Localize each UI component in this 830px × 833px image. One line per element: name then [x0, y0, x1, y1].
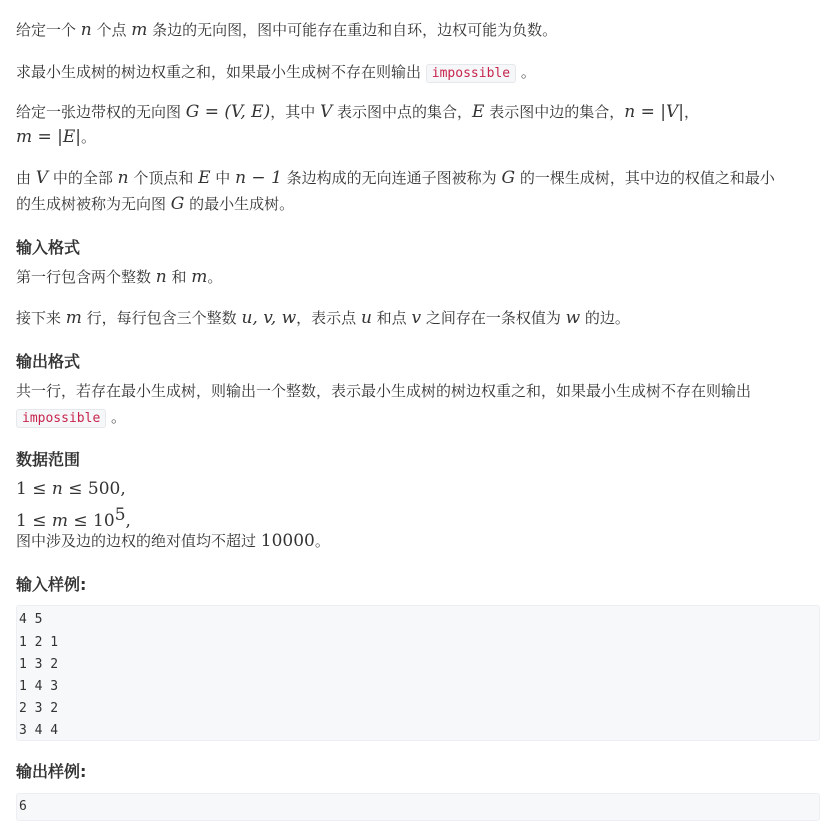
text: 。	[516, 63, 536, 81]
text: 的一棵生成树，其中边的权值之和最小	[515, 169, 775, 187]
text: 中	[210, 169, 236, 187]
text: 中的全部	[48, 169, 118, 187]
math-w: w	[565, 308, 581, 328]
input-format-line-2	[16, 304, 820, 332]
text: 图中涉及边的边权的绝对值均不超过	[16, 532, 261, 550]
description-paragraph-1	[16, 16, 820, 44]
math-v: v	[411, 308, 422, 328]
text: 之间存在一条权值为	[421, 309, 566, 327]
text: ，表示点	[296, 309, 361, 327]
sample-output-heading: 输出样例:	[16, 762, 87, 781]
description-paragraph-4-line-1	[16, 164, 820, 192]
math: ,	[120, 479, 126, 499]
text: 接下来	[16, 309, 66, 327]
math-u: u	[360, 308, 372, 328]
text: 行，每行包含三个整数	[81, 309, 242, 327]
math-n: n	[155, 267, 167, 287]
text: 条边构成的无向连通子图被称为	[281, 169, 502, 187]
text: 和	[166, 268, 192, 286]
sample-input-heading: 输入样例:	[16, 575, 87, 594]
text: 表示图中边的集合，	[484, 103, 625, 121]
math-n: n	[51, 479, 63, 499]
math-uvw: u, v, w	[241, 308, 297, 328]
math-m: m	[65, 308, 82, 328]
text: 条边的无向图，图中可能存在重边和自环，边权可能为负数。	[147, 21, 558, 39]
text: ，其中	[270, 103, 320, 121]
sample-input-line: 1 3 2	[19, 657, 59, 672]
math-graph: G = (V, E)	[185, 102, 271, 122]
math: ,	[125, 511, 131, 531]
range-line-weight	[16, 527, 820, 555]
description-paragraph-3-line-2	[16, 123, 820, 151]
math: 1 ≤	[16, 479, 52, 499]
text: 第一行包含两个整数	[16, 268, 156, 286]
text: 。	[314, 532, 330, 550]
sample-output-line: 6	[19, 799, 27, 814]
text: 表示图中点的集合，	[332, 103, 473, 121]
text: 。	[81, 128, 97, 146]
sample-input-line: 1 2 1	[19, 635, 59, 650]
math: ≤ 10	[68, 511, 115, 531]
math-v: V	[35, 168, 49, 188]
math-m: m	[51, 511, 68, 531]
text: ，	[683, 103, 699, 121]
text: 由	[16, 169, 36, 187]
math-m: m	[191, 267, 208, 287]
text: 。	[207, 268, 223, 286]
output-format-line-2	[16, 403, 820, 433]
text: 。	[106, 408, 127, 426]
math: ≤ 500	[62, 479, 121, 499]
math-exponent: 5	[114, 505, 126, 525]
text: 共一行，若存在最小生成树，则输出一个整数，表示最小生成树的树边权重之和，如果最小生成树不存在则输出	[16, 382, 752, 400]
math-n-eq: n = |V|	[624, 102, 684, 122]
math-m: m	[131, 20, 148, 40]
math: 1 ≤	[16, 511, 52, 531]
math-m-eq: m = |E|	[16, 127, 82, 147]
input-format-heading: 输入格式	[16, 238, 81, 257]
description-paragraph-4-line-2	[16, 190, 820, 218]
sample-input-line: 4 5	[19, 612, 43, 627]
inline-code-impossible: impossible	[16, 409, 106, 428]
math-n: n	[80, 20, 92, 40]
text: 给定一张边带权的无向图	[16, 103, 186, 121]
math-e: E	[472, 102, 485, 122]
math-10000: 10000	[260, 531, 315, 551]
output-format-heading: 输出格式	[16, 352, 81, 371]
range-line-n	[16, 475, 820, 503]
sample-output-block	[16, 793, 820, 821]
inline-code-impossible: impossible	[426, 64, 516, 83]
text: 的边。	[580, 309, 630, 327]
sample-input-line: 1 4 3	[19, 679, 59, 694]
text: 求最小生成树的树边权重之和，如果最小生成树不存在则输出	[16, 63, 426, 81]
math-g: G	[501, 168, 516, 188]
text: 和点	[371, 309, 412, 327]
description-paragraph-3-line-1	[16, 98, 820, 126]
math-e: E	[198, 168, 211, 188]
sample-input-line: 2 3 2	[19, 701, 59, 716]
math-n-minus-1: n − 1	[235, 168, 282, 188]
description-paragraph-2	[16, 58, 820, 88]
text: 个点	[91, 21, 132, 39]
math-v: V	[319, 102, 333, 122]
data-range-heading: 数据范围	[16, 450, 81, 469]
text: 给定一个	[16, 21, 81, 39]
sample-input-block	[16, 605, 820, 741]
math-n: n	[117, 168, 129, 188]
input-format-line-1	[16, 263, 820, 291]
sample-input-line: 3 4 4	[19, 723, 59, 738]
text: 的最小生成树。	[184, 195, 295, 213]
text: 的生成树被称为无向图	[16, 195, 171, 213]
text: 个顶点和	[128, 169, 199, 187]
output-format-line-1	[16, 377, 820, 405]
math-g: G	[170, 194, 185, 214]
